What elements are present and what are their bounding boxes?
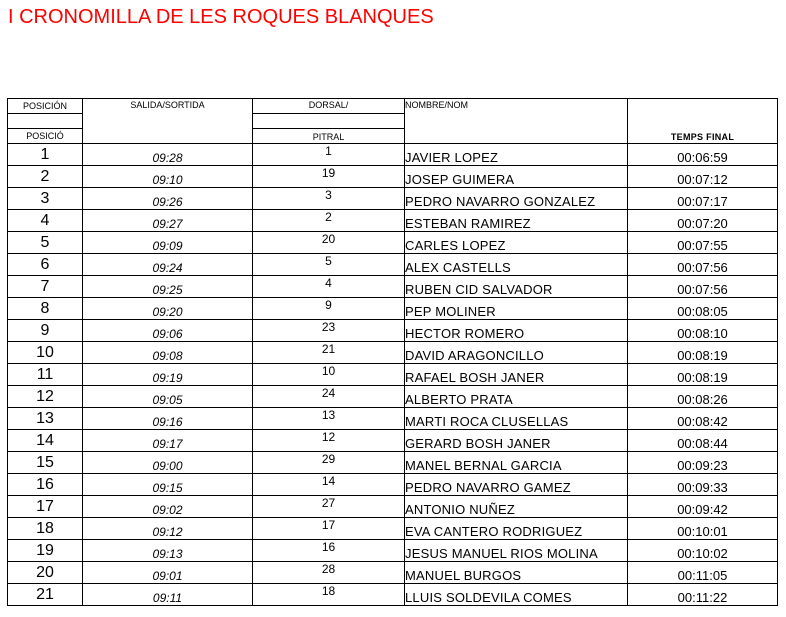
position-cell: 13	[8, 408, 83, 430]
results-table-body	[8, 144, 778, 606]
page-title: I CRONOMILLA DE LES ROQUES BLANQUES	[8, 6, 434, 28]
start-time-cell: 09:13	[83, 540, 253, 562]
table-row	[8, 364, 778, 386]
position-cell: 1	[8, 144, 83, 166]
position-cell: 7	[8, 276, 83, 298]
bib-cell: 18	[253, 584, 405, 606]
header-position-spacer	[8, 114, 83, 129]
final-time-cell: 00:11:05	[628, 562, 778, 584]
table-row	[8, 496, 778, 518]
position-cell: 10	[8, 342, 83, 364]
bib-cell: 9	[253, 298, 405, 320]
runner-name-cell: LLUIS SOLDEVILA COMES	[405, 584, 628, 606]
table-row	[8, 408, 778, 430]
table-row	[8, 518, 778, 540]
results-table	[7, 98, 778, 606]
start-time-cell: 09:17	[83, 430, 253, 452]
table-row	[8, 232, 778, 254]
table-row	[8, 210, 778, 232]
start-time-cell: 09:19	[83, 364, 253, 386]
table-row	[8, 166, 778, 188]
bib-cell: 20	[253, 232, 405, 254]
position-cell: 8	[8, 298, 83, 320]
runner-name-cell: RUBEN CID SALVADOR	[405, 276, 628, 298]
position-cell: 2	[8, 166, 83, 188]
table-row	[8, 562, 778, 584]
header-name: NOMBRE/NOM	[405, 99, 628, 144]
position-cell: 6	[8, 254, 83, 276]
bib-cell: 12	[253, 430, 405, 452]
start-time-cell: 09:11	[83, 584, 253, 606]
table-row	[8, 298, 778, 320]
table-row	[8, 474, 778, 496]
header-bib-top: DORSAL/	[253, 99, 405, 114]
runner-name-cell: MANEL BERNAL GARCIA	[405, 452, 628, 474]
runner-name-cell: PEP MOLINER	[405, 298, 628, 320]
position-cell: 5	[8, 232, 83, 254]
position-cell: 21	[8, 584, 83, 606]
final-time-cell: 00:07:17	[628, 188, 778, 210]
start-time-cell: 09:12	[83, 518, 253, 540]
start-time-cell: 09:00	[83, 452, 253, 474]
final-time-cell: 00:08:44	[628, 430, 778, 452]
position-cell: 11	[8, 364, 83, 386]
header-start-time: SALIDA/SORTIDA	[83, 99, 253, 144]
bib-cell: 1	[253, 144, 405, 166]
start-time-cell: 09:08	[83, 342, 253, 364]
bib-cell: 19	[253, 166, 405, 188]
final-time-cell: 00:08:10	[628, 320, 778, 342]
start-time-cell: 09:06	[83, 320, 253, 342]
runner-name-cell: ESTEBAN RAMIREZ	[405, 210, 628, 232]
position-cell: 18	[8, 518, 83, 540]
start-time-cell: 09:28	[83, 144, 253, 166]
runner-name-cell: CARLES LOPEZ	[405, 232, 628, 254]
runner-name-cell: MARTI ROCA CLUSELLAS	[405, 408, 628, 430]
start-time-cell: 09:09	[83, 232, 253, 254]
bib-cell: 23	[253, 320, 405, 342]
final-time-cell: 00:07:56	[628, 254, 778, 276]
start-time-cell: 09:10	[83, 166, 253, 188]
runner-name-cell: RAFAEL BOSH JANER	[405, 364, 628, 386]
table-row	[8, 144, 778, 166]
bib-cell: 24	[253, 386, 405, 408]
runner-name-cell: PEDRO NAVARRO GAMEZ	[405, 474, 628, 496]
bib-cell: 4	[253, 276, 405, 298]
final-time-cell: 00:08:05	[628, 298, 778, 320]
position-cell: 20	[8, 562, 83, 584]
start-time-cell: 09:15	[83, 474, 253, 496]
runner-name-cell: ALEX CASTELLS	[405, 254, 628, 276]
final-time-cell: 00:08:19	[628, 342, 778, 364]
final-time-cell: 00:06:59	[628, 144, 778, 166]
start-time-cell: 09:05	[83, 386, 253, 408]
position-cell: 19	[8, 540, 83, 562]
final-time-cell: 00:10:01	[628, 518, 778, 540]
bib-cell: 17	[253, 518, 405, 540]
runner-name-cell: HECTOR ROMERO	[405, 320, 628, 342]
position-cell: 12	[8, 386, 83, 408]
table-row	[8, 452, 778, 474]
position-cell: 16	[8, 474, 83, 496]
final-time-cell: 00:07:56	[628, 276, 778, 298]
table-row	[8, 342, 778, 364]
start-time-cell: 09:26	[83, 188, 253, 210]
position-cell: 9	[8, 320, 83, 342]
final-time-cell: 00:09:42	[628, 496, 778, 518]
position-cell: 3	[8, 188, 83, 210]
position-cell: 15	[8, 452, 83, 474]
table-row	[8, 386, 778, 408]
final-time-cell: 00:08:26	[628, 386, 778, 408]
runner-name-cell: DAVID ARAGONCILLO	[405, 342, 628, 364]
table-row	[8, 584, 778, 606]
runner-name-cell: PEDRO NAVARRO GONZALEZ	[405, 188, 628, 210]
bib-cell: 10	[253, 364, 405, 386]
start-time-cell: 09:16	[83, 408, 253, 430]
runner-name-cell: JAVIER LOPEZ	[405, 144, 628, 166]
bib-cell: 28	[253, 562, 405, 584]
runner-name-cell: GERARD BOSH JANER	[405, 430, 628, 452]
bib-cell: 29	[253, 452, 405, 474]
final-time-cell: 00:10:02	[628, 540, 778, 562]
final-time-cell: 00:09:23	[628, 452, 778, 474]
table-row	[8, 254, 778, 276]
table-row	[8, 320, 778, 342]
runner-name-cell: JESUS MANUEL RIOS MOLINA	[405, 540, 628, 562]
bib-cell: 2	[253, 210, 405, 232]
runner-name-cell: MANUEL BURGOS	[405, 562, 628, 584]
header-position-top: POSICIÓN	[8, 99, 83, 114]
start-time-cell: 09:24	[83, 254, 253, 276]
start-time-cell: 09:25	[83, 276, 253, 298]
table-row	[8, 188, 778, 210]
results-table-header	[8, 99, 778, 144]
bib-cell: 16	[253, 540, 405, 562]
runner-name-cell: ANTONIO NUÑEZ	[405, 496, 628, 518]
header-bib-bottom: PITRAL	[253, 129, 405, 144]
header-final-time: TEMPS FINAL	[628, 99, 778, 144]
final-time-cell: 00:07:55	[628, 232, 778, 254]
bib-cell: 27	[253, 496, 405, 518]
table-row	[8, 540, 778, 562]
bib-cell: 21	[253, 342, 405, 364]
start-time-cell: 09:02	[83, 496, 253, 518]
header-position-bottom: POSICIÓ	[8, 129, 83, 144]
final-time-cell: 00:07:20	[628, 210, 778, 232]
start-time-cell: 09:01	[83, 562, 253, 584]
position-cell: 4	[8, 210, 83, 232]
final-time-cell: 00:08:19	[628, 364, 778, 386]
runner-name-cell: EVA CANTERO RODRIGUEZ	[405, 518, 628, 540]
runner-name-cell: JOSEP GUIMERA	[405, 166, 628, 188]
start-time-cell: 09:27	[83, 210, 253, 232]
position-cell: 17	[8, 496, 83, 518]
final-time-cell: 00:11:22	[628, 584, 778, 606]
table-row	[8, 276, 778, 298]
start-time-cell: 09:20	[83, 298, 253, 320]
header-bib-spacer	[253, 114, 405, 129]
bib-cell: 3	[253, 188, 405, 210]
table-row	[8, 430, 778, 452]
final-time-cell: 00:08:42	[628, 408, 778, 430]
position-cell: 14	[8, 430, 83, 452]
bib-cell: 14	[253, 474, 405, 496]
bib-cell: 5	[253, 254, 405, 276]
bib-cell: 13	[253, 408, 405, 430]
runner-name-cell: ALBERTO PRATA	[405, 386, 628, 408]
final-time-cell: 00:09:33	[628, 474, 778, 496]
final-time-cell: 00:07:12	[628, 166, 778, 188]
